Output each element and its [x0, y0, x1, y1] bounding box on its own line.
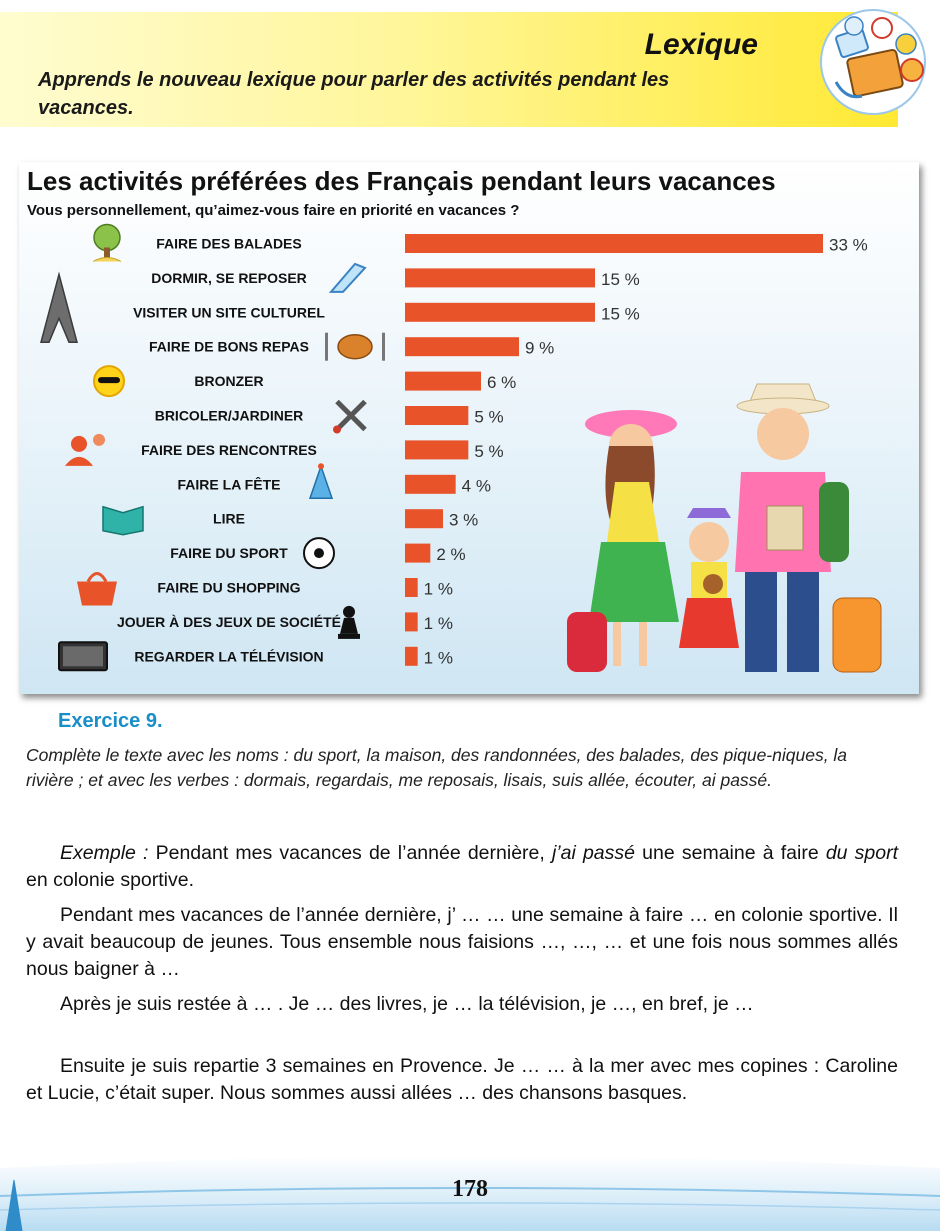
- bar-category-label: FAIRE DU SPORT: [170, 545, 288, 562]
- party-hat-icon: [310, 463, 332, 498]
- chess-pawn-icon: [338, 606, 360, 639]
- bar-category-label: JOUER À DES JEUX DE SOCIÉTÉ: [116, 613, 342, 630]
- example-emphasis-1: j’ai passé: [551, 842, 636, 864]
- bar: [405, 612, 418, 631]
- bar: [405, 440, 468, 459]
- banner-title: Lexique: [644, 28, 758, 61]
- bar-value-label: 33 %: [829, 235, 868, 255]
- bar-value-label: 5 %: [474, 407, 504, 427]
- bar-value-label: 3 %: [449, 510, 479, 530]
- example-text-3: en colonie sportive.: [26, 869, 195, 891]
- chart-subtitle: Vous personnellement, qu’aimez-vous faire en priorité en vacances ?: [27, 202, 520, 219]
- bar-category-label: FAIRE LA FÊTE: [177, 476, 281, 493]
- bar-category-label: FAIRE DE BONS REPAS: [149, 338, 309, 355]
- exercise-paragraph-2: Après je suis restée à … . Je … des livres, je … la télévision, je …, en bref, je …: [60, 993, 754, 1015]
- banner-subtitle: Apprends le nouveau lexique pour parler des activités pendant les vacances.: [38, 69, 670, 119]
- football-icon: [304, 538, 334, 568]
- tree-icon: [93, 225, 121, 262]
- chart-title: Les activités préférées des Français pendant leurs vacances: [27, 166, 776, 196]
- bar-value-label: 9 %: [525, 338, 555, 358]
- bar: [405, 647, 418, 666]
- bar: [405, 268, 595, 287]
- example-paragraph: [26, 840, 898, 894]
- bar: [405, 337, 519, 356]
- bar-category-label: LIRE: [213, 510, 245, 527]
- bar-value-label: 2 %: [436, 545, 466, 565]
- television-icon: [59, 642, 107, 670]
- bar: [405, 234, 823, 253]
- bar-category-label: REGARDER LA TÉLÉVISION: [134, 648, 324, 665]
- exercise-instruction: Complète le texte avec les noms : du sport, la maison, des randonnées, des balades, des pique-niques, la rivière ; et avec les verbes : dormais, regardais, me reposais, lisais, suis allée, écouter, ai passé.: [26, 745, 848, 790]
- tools-icon: [333, 402, 365, 434]
- bar: [405, 372, 481, 391]
- infographic-panel: [19, 162, 919, 694]
- bar: [405, 303, 595, 322]
- lexique-emblem-icon: [808, 4, 938, 116]
- example-text-2: une semaine à faire: [635, 842, 826, 864]
- exercise-title: Exercice 9.: [58, 710, 163, 732]
- example-emphasis-2: du sport: [825, 842, 899, 864]
- eiffel-tower-icon: [41, 274, 77, 342]
- bar-value-label: 6 %: [487, 373, 517, 393]
- example-text-1: Pendant mes vacances de l’année dernière,: [148, 842, 552, 864]
- bar-category-label: FAIRE DES RENCONTRES: [141, 441, 317, 458]
- bar-category-label: FAIRE DES BALADES: [156, 235, 302, 252]
- bar: [405, 578, 418, 597]
- exercise-paragraph-1: Pendant mes vacances de l’année dernière, j’ … … une semaine à faire … en colonie sportive. Il y avait beaucoup de jeunes. Tous ensemble nous faisions …, …, … et une fois nous sommes allés nous baigner à …: [26, 904, 898, 980]
- bar-value-label: 1 %: [423, 648, 453, 668]
- bar-category-label: VISITER UN SITE CULTUREL: [133, 304, 325, 321]
- bar-category-label: FAIRE DU SHOPPING: [157, 579, 301, 596]
- page-number: 178: [452, 1176, 488, 1202]
- shopping-bag-icon: [77, 574, 117, 606]
- roast-chicken-icon: [325, 333, 385, 361]
- bar-chart: [19, 162, 919, 694]
- exercise-paragraph-3: Ensuite je suis repartie 3 semaines en Provence. Je … … à la mer avec mes copines : Caroline et Lucie, c’était super. Nous sommes aussi allées … des chansons basques.: [26, 1055, 898, 1104]
- bar-value-label: 15 %: [601, 269, 640, 289]
- book-icon: [103, 507, 143, 535]
- bar-value-label: 1 %: [423, 613, 453, 633]
- example-label: Exemple :: [60, 842, 149, 864]
- bar-category-label: BRONZER: [194, 373, 264, 390]
- bar-value-label: 4 %: [461, 476, 491, 496]
- bar-value-label: 1 %: [423, 579, 453, 599]
- bar-category-label: DORMIR, SE REPOSER: [151, 269, 307, 286]
- people-icon: [65, 434, 105, 466]
- bar-value-label: 5 %: [474, 441, 504, 461]
- bar-value-label: 15 %: [601, 304, 640, 324]
- bar-category-label: BRICOLER/JARDINER: [154, 407, 304, 424]
- bar: [405, 475, 456, 494]
- deck-chair-icon: [331, 264, 365, 292]
- bar: [405, 509, 443, 528]
- lexique-banner: [0, 12, 898, 127]
- bar: [405, 406, 468, 425]
- sun-icon: [94, 366, 124, 396]
- family-illustration: [567, 384, 881, 672]
- bar: [405, 544, 430, 563]
